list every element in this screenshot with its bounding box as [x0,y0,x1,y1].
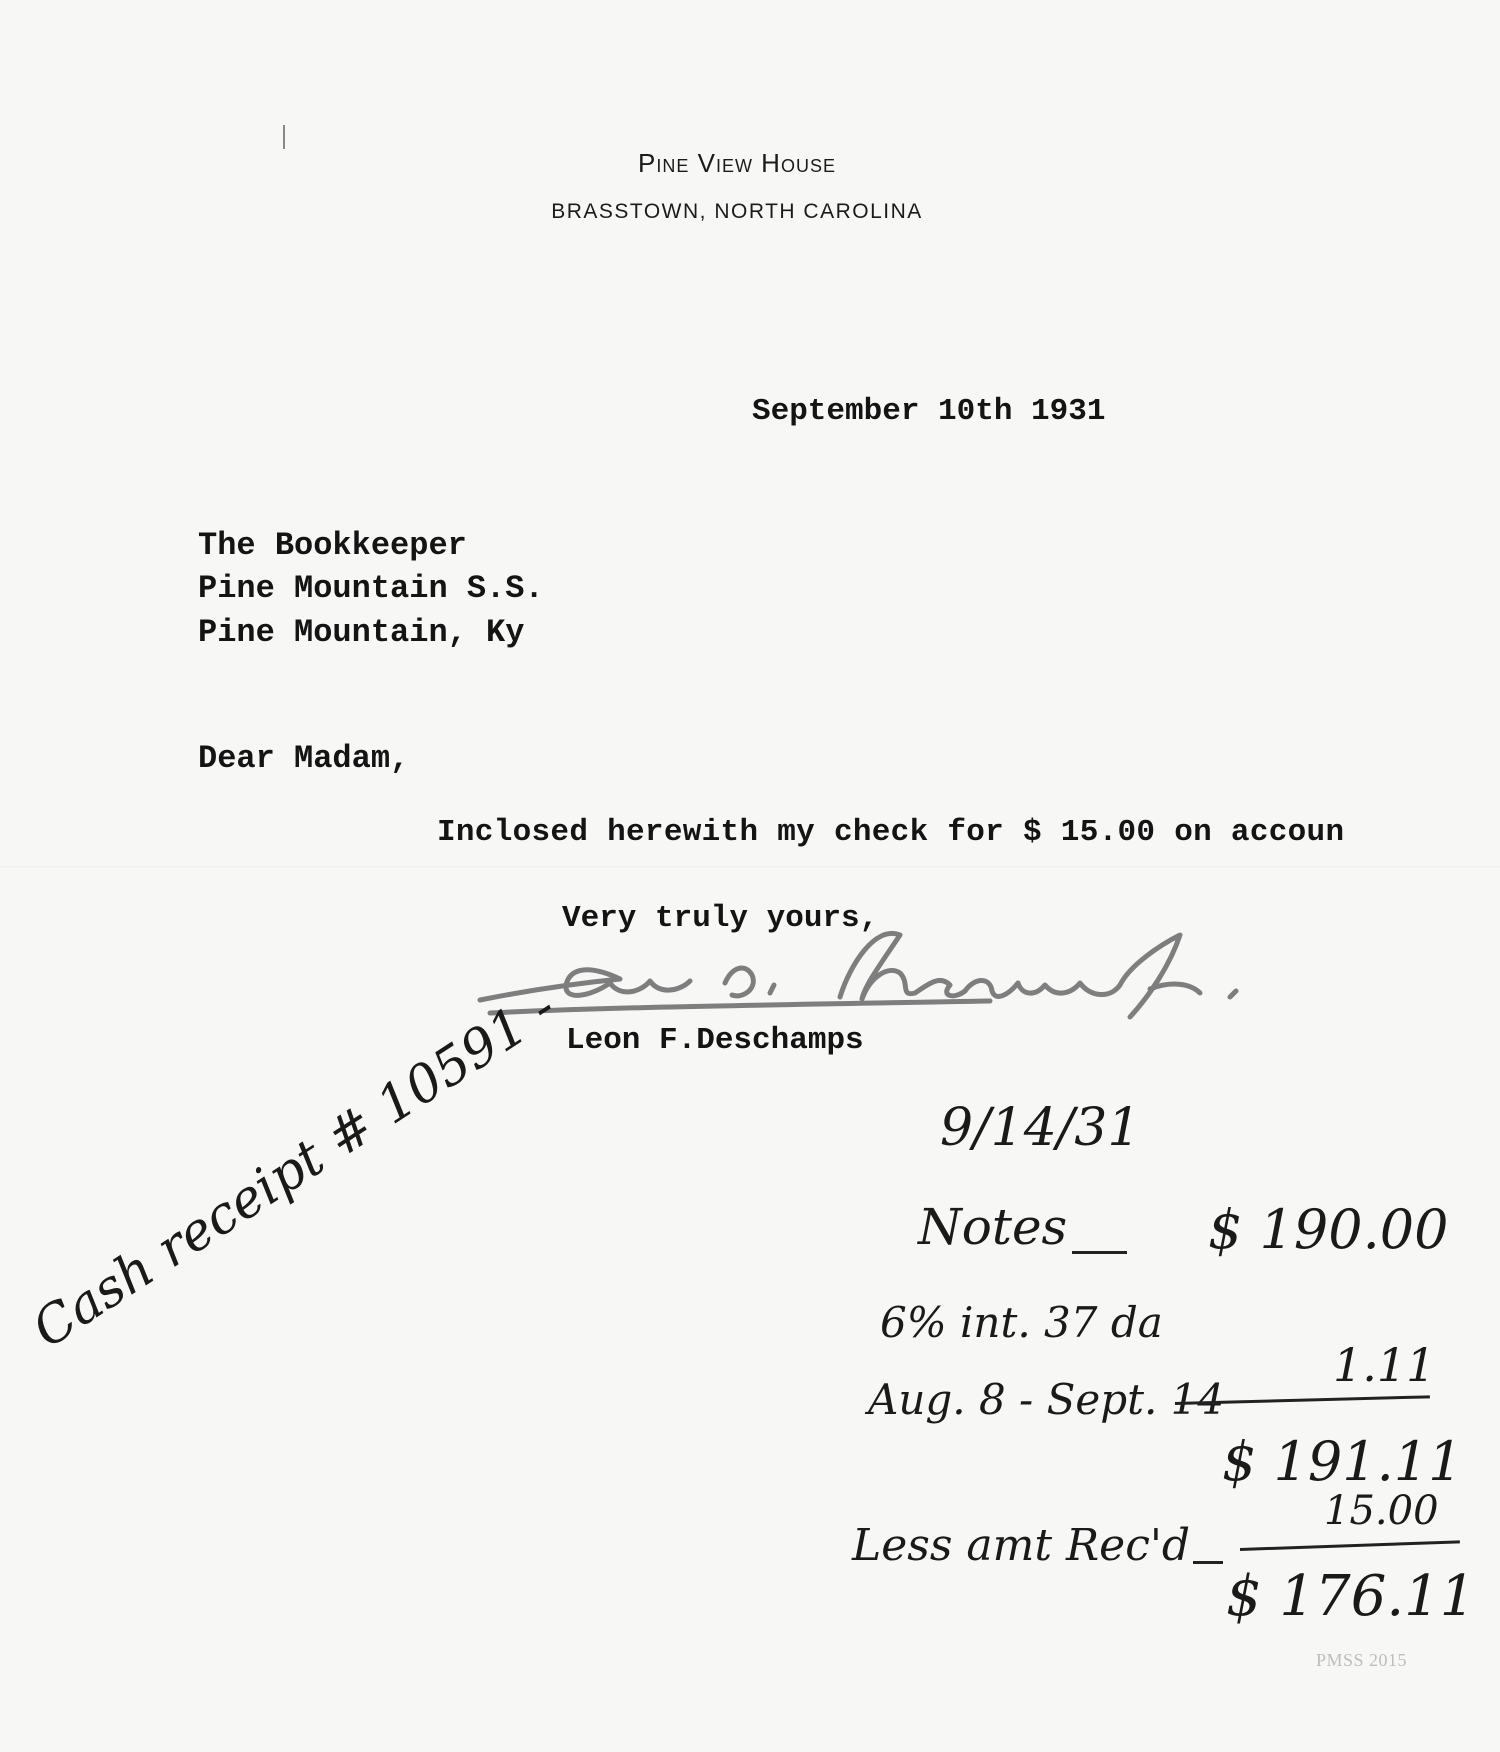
recipient-line-2: Pine Mountain S.S. [198,570,544,607]
annotation-less-label: Less amt Rec'd [852,1520,1191,1571]
letterhead-name: Pine View House [638,148,836,178]
paper-fold [0,866,1500,868]
annotation-subtotal: $ 191.11 [1222,1430,1463,1493]
recipient-line-1: The Bookkeeper [198,527,467,564]
annotation-total: $ 176.11 [1226,1564,1476,1629]
margin-mark [283,125,285,149]
letter-body: Inclosed herewith my check for $ 15.00 on accoun [437,815,1345,850]
sum-rule [1240,1540,1460,1551]
annotation-date: 9/14/31 [940,1098,1141,1158]
closing: Very truly yours, [562,901,879,936]
annotation-interest-range: Aug. 8 - Sept. 14 [868,1375,1225,1424]
archive-watermark: PMSS 2015 [1316,1650,1408,1670]
letter-date: September 10th 1931 [752,394,1106,429]
annotation-notes-label: Notes [918,1198,1068,1256]
dash [1072,1251,1127,1254]
annotation-less-amount: 15.00 [1324,1488,1439,1534]
salutation: Dear Madam, [198,740,410,777]
annotation-interest-amount: 1.11 [1333,1338,1436,1392]
signer-name: Leon F.Deschamps [566,1023,864,1058]
annotation-notes-amount: $ 190.00 [1208,1198,1449,1261]
letterhead-location: BRASSTOWN, NORTH CAROLINA [551,200,923,223]
dash [1193,1561,1223,1564]
recipient-line-3: Pine Mountain, Ky [198,614,525,651]
annotation-interest-label: 6% int. 37 da [880,1298,1163,1347]
cash-receipt-note: Cash receipt # 10591 - [22,977,567,1360]
handwritten-signature [470,905,1330,1035]
